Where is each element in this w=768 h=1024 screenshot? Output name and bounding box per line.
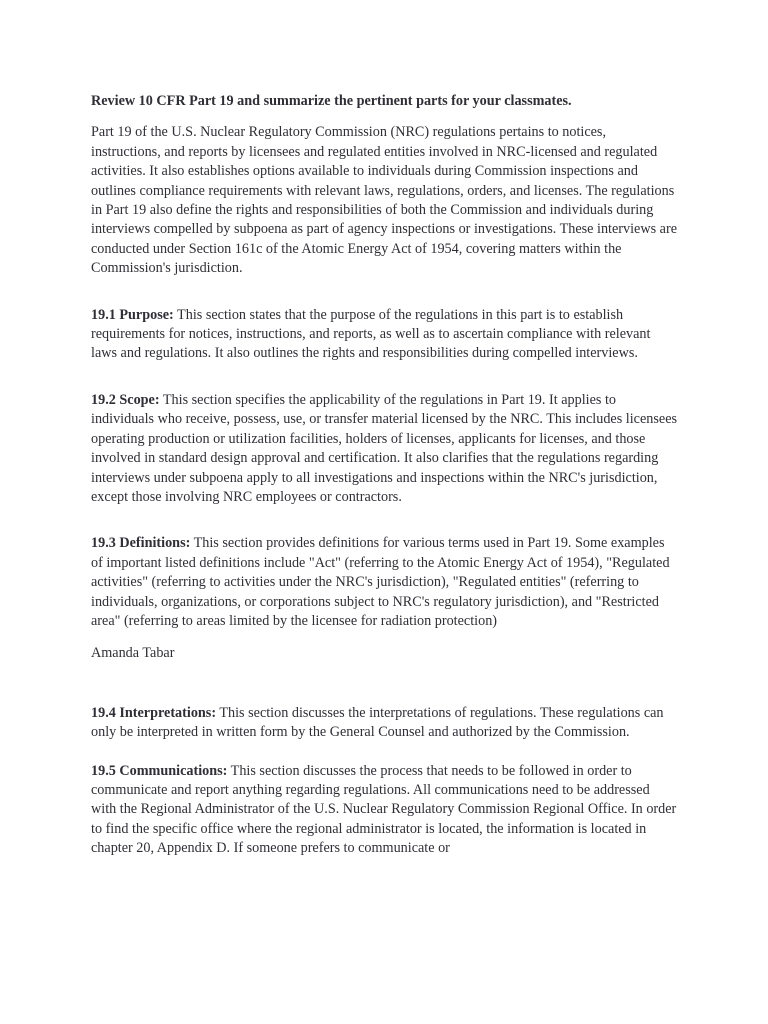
section-body: This section states that the purpose of the regulations in this part is to establish requirements for notices, instructions, and reports, as well as to ascertain compliance with relevant laws and regulations. It also outlines the rights and responsibilities during compelled interviews. [91, 306, 651, 362]
section-body: This section specifies the applicability of the regulations in Part 19. It applies to individuals who receive, possess, use, or transfer material licensed by the NRC. This includes licensees operating production or utilization facilities, holders of licenses, applicants for licenses, and those involved in standard design approval and certification. It also clarifies that the regulations regarding interviews under subpoena apply to all investigations and inspections within the NRC's jurisdiction, except those involving NRC employees or contractors. [91, 391, 678, 505]
section-body: This section discusses the process that needs to be followed in order to communicate and report anything regarding regulations. All communications need to be addressed with the Regional Administrator of the U.S. Nuclear Regulatory Commission Regional Office. In order to find the specific office where the regional administrator is located, the information is located in chapter 20, Appendix D. If someone prefers to communicate or [91, 762, 677, 857]
section-19-2 [91, 391, 678, 507]
section-heading: 19.5 Communications: [91, 762, 228, 779]
section-heading: 19.3 Definitions: [91, 535, 191, 552]
section-19-3 [91, 534, 678, 631]
author-name: Amanda Tabar [91, 645, 175, 662]
section-heading: 19.2 Scope: [91, 391, 160, 408]
intro-paragraph: Part 19 of the U.S. Nuclear Regulatory Commission (NRC) regulations pertains to notices, instructions, and reports by licensees and regulated entities involved in NRC-licensed and regulated activities. It also establishes options available to individuals during Commission inspections and outlines compliance requirements with relevant laws, regulations, orders, and licenses. The regulations in Part 19 also define the rights and responsibilities of both the Commission and individuals during interviews compelled by subpoena as part of agency inspections or investigations. These interviews are conducted under Section 161c of the Atomic Energy Act of 1954, covering matters within the Commission's jurisdiction. [91, 124, 677, 277]
section-heading: 19.4 Interpretations: [91, 704, 217, 721]
section-body: This section discusses the interpretations of regulations. These regulations can only be interpreted in written form by the General Counsel and authorized by the Commission. [91, 704, 664, 741]
section-19-5 [91, 762, 678, 859]
section-body: This section provides definitions for various terms used in Part 19. Some examples of important listed definitions include "Act" (referring to the Atomic Energy Act of 1954), "Regulated activities" (referring to activities under the NRC's jurisdiction), "Regulated entities" (referring to individuals, organizations, or corporations subject to NRC's regulatory jurisdiction), and "Restricted area" (referring to areas limited by the licensee for radiation protection) [91, 535, 670, 629]
section-heading: 19.1 Purpose: [91, 306, 174, 323]
section-19-4 [91, 704, 678, 743]
section-19-1 [91, 306, 678, 364]
document-title: Review 10 CFR Part 19 and summarize the pertinent parts for your classmates. [91, 93, 572, 109]
